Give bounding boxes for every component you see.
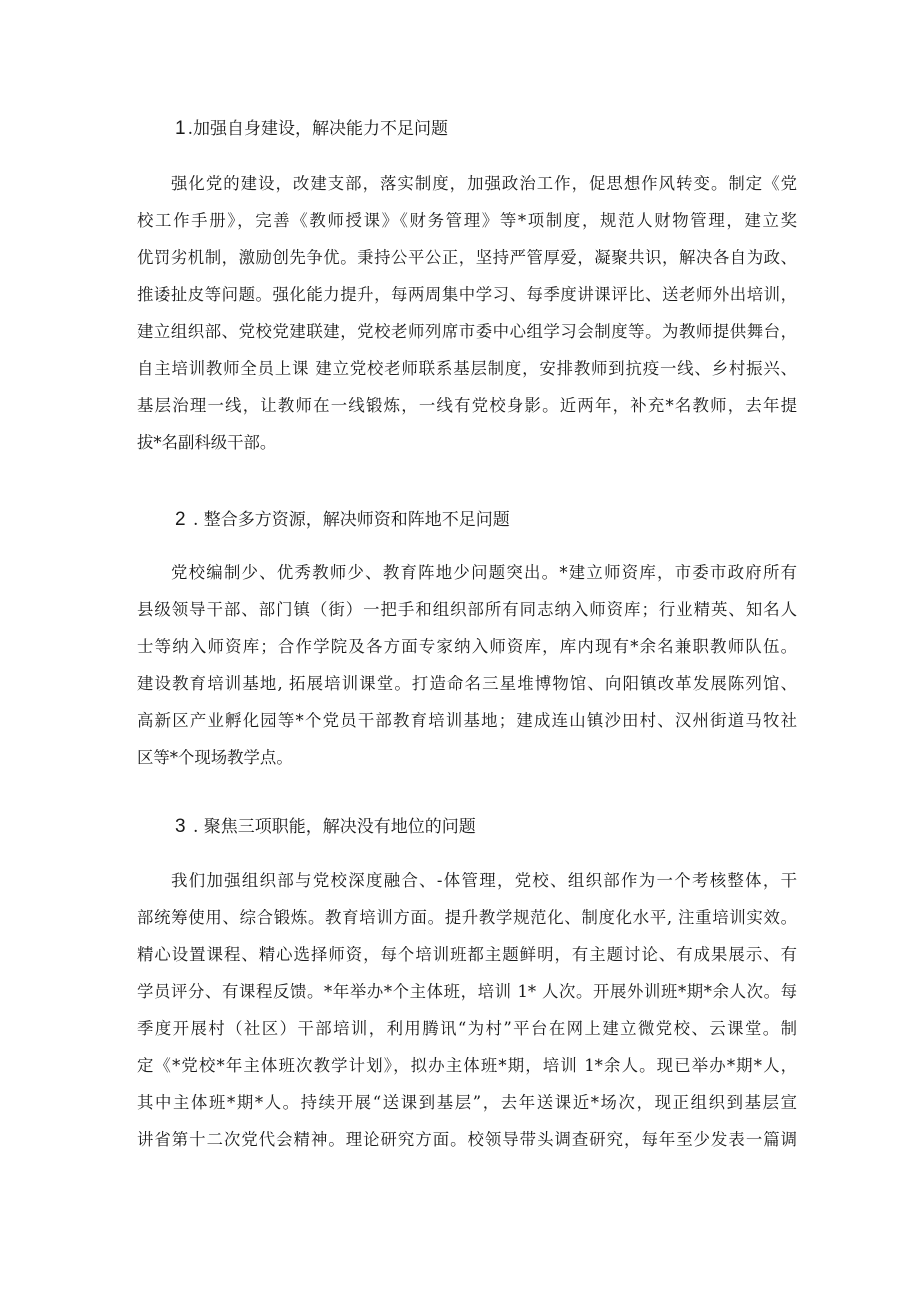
paragraph-line: 部统筹使用、综合锻炼。教育培训方面。提升教学规范化、制度化水平, 注重培训实效。 xyxy=(137,908,797,927)
paragraph-line: 基层治理一线，让教师在一线锻炼，一线有党校身影。近两年，补充*名教师，去年提 xyxy=(137,396,797,415)
paragraph-line: 校工作手册》，完善《教师授课》《财务管理》等*项制度，规范人财物管理，建立奖 xyxy=(137,211,797,230)
paragraph-line: 精心设置课程、精心选择师资，每个培训班都主题鲜明，有主题讨论、有成果展示、有 xyxy=(137,945,797,964)
section-2-heading xyxy=(175,508,510,532)
section-1-title: .加强自身建设，解决能力不足问题 xyxy=(187,119,448,139)
paragraph-line: 高新区产业孵化园等*个党员干部教育培训基地；建成连山镇沙田村、汉州街道马牧社 xyxy=(137,711,797,730)
paragraph-line: 党校编制少、优秀教师少、教育阵地少问题突出。*建立师资库，市委市政府所有 xyxy=(171,563,797,582)
section-3-paragraph xyxy=(137,862,797,1158)
paragraph-line: 其中主体班*期*人。持续开展“送课到基层”，去年送课近*场次，现正组织到基层宣 xyxy=(137,1093,797,1112)
section-2-number: 2 xyxy=(175,509,186,530)
paragraph-line: 强化党的建设，改建支部，落实制度，加强政治工作，促思想作风转变。制定《党 xyxy=(171,174,797,193)
paragraph-line: 区等*个现场教学点。 xyxy=(137,748,293,767)
paragraph-line: 拔*名副科级干部。 xyxy=(137,433,277,452)
paragraph-line: 建立组织部、党校党建联建，党校老师列席市委中心组学习会制度等。为教师提供舞台， xyxy=(137,322,797,341)
paragraph-line: 县级领导干部、部门镇（街）一把手和组织部所有同志纳入师资库；行业精英、知名人 xyxy=(137,600,797,619)
section-2-title: . 整合多方资源，解决师资和阵地不足问题 xyxy=(187,510,510,530)
section-1-paragraph xyxy=(137,165,797,461)
paragraph-line: 自主培训教师全员上课 建立党校老师联系基层制度，安排教师到抗疫一线、乡村振兴、 xyxy=(137,359,797,378)
section-3-number: 3 xyxy=(175,816,186,837)
paragraph-line: 我们加强组织部与党校深度融合、-体管理，党校、组织部作为一个考核整体，干 xyxy=(171,871,797,890)
section-3-title: . 聚焦三项职能，解决没有地位的问题 xyxy=(187,817,476,837)
paragraph-line: 定《*党校*年主体班次教学计划》，拟办主体班*期，培训 1*余人。现已举办*期*人， xyxy=(137,1056,797,1075)
section-3-heading xyxy=(175,815,476,839)
paragraph-line: 推诿扯皮等问题。强化能力提升，每两周集中学习、每季度讲课评比、送老师外出培训， xyxy=(137,285,797,304)
section-1-number: 1 xyxy=(175,118,186,139)
paragraph-line: 优罚劣机制，激励创先争优。秉持公平公正，坚持严管厚爱，凝聚共识，解决各自为政、 xyxy=(137,248,797,267)
paragraph-line: 建设教育培训基地, 拓展培训课堂。打造命名三星堆博物馆、向阳镇改革发展陈列馆、 xyxy=(137,674,797,693)
paragraph-line: 士等纳入师资库；合作学院及各方面专家纳入师资库，库内现有*余名兼职教师队伍。 xyxy=(137,637,797,656)
paragraph-line: 学员评分、有课程反馈。*年举办*个主体班，培训 1* 人次。开展外训班*期*余人次。每 xyxy=(137,982,797,1001)
paragraph-line: 季度开展村（社区）干部培训，利用腾讯“为村”平台在网上建立微党校、云课堂。制 xyxy=(137,1019,797,1038)
section-2-paragraph xyxy=(137,554,797,776)
section-1-heading xyxy=(175,117,448,141)
paragraph-line: 讲省第十二次党代会精神。理论研究方面。校领导带头调查研究，每年至少发表一篇调 xyxy=(137,1130,797,1149)
